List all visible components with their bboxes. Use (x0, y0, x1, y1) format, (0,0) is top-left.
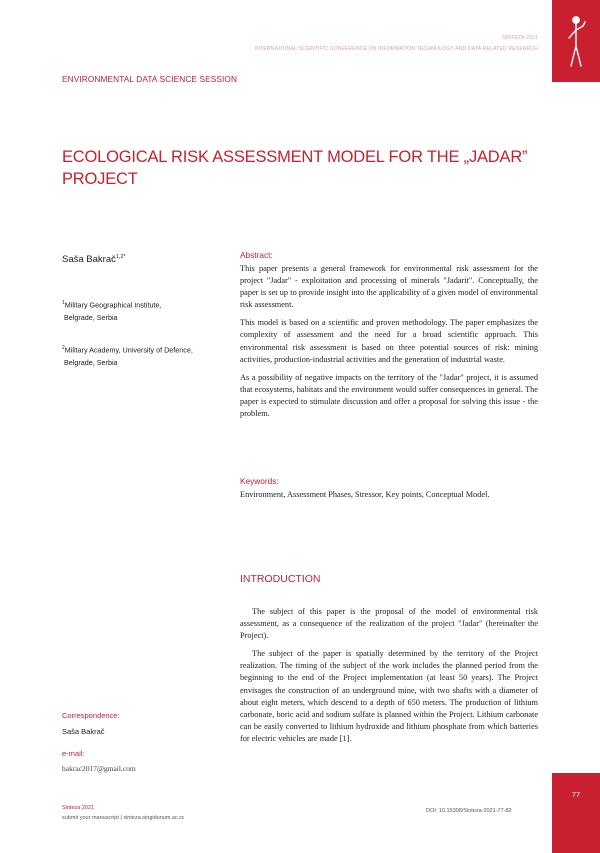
affiliation-line: Belgrade, Serbia (64, 358, 118, 368)
conference-full: INTERNATIONAL SCIENTIFIC CONFERENCE ON INFORMATION TECHNOLOGY AND DATA RELATED RESEARCH (254, 46, 538, 52)
affiliation-line: Belgrade, Serbia (64, 313, 118, 323)
footer-conference: Sinteza 2021 (62, 805, 95, 811)
abstract-paragraph: This paper presents a general framework for environmental risk assessment for the project "Jadar" - exploitation and processing of minerals "Jadarit". Conceptually, the paper is set up to provide insight into the applicability of a given model of environmental risk assessment. (240, 264, 538, 310)
correspondence-label: Correspondence: (62, 711, 120, 720)
affiliation-line: Military Academy, University of Defence, (64, 345, 193, 355)
correspondence-name: Saša Bakrač (62, 727, 105, 736)
footer-submit-link[interactable]: submit your manuscript | sinteza.singidunum.ac.rs (62, 815, 184, 821)
author-name: Saša Bakrač (62, 254, 116, 266)
page-number-box (552, 773, 600, 853)
keywords-label: Keywords: (240, 476, 279, 486)
author-marks: 1,2* (115, 254, 126, 260)
abstract-paragraph: This model is based on a scientific and proven methodology. The paper emphasizes the complexity of assessment and the need for a broad scientific approach. This environmental risk assessment is based on three potential sources of risk: mining activities, production-industrial activities and the generation of industrial waste. (240, 318, 538, 364)
conference-short: SINTEZA 2021 (502, 35, 538, 41)
affiliation-2 (62, 342, 193, 369)
session-label: ENVIRONMENTAL DATA SCIENCE SESSION (62, 74, 238, 84)
introduction-paragraph: The subject of this paper is the proposal of the model of environmental risk assessment, as a consequence of the realization of the project "Jadar" (hereinafter the Project). (240, 607, 538, 641)
email-label: e-mail: (62, 749, 85, 758)
keywords-text: Environment, Assessment Phases, Stressor, Key points, Conceptual Model. (240, 490, 490, 499)
abstract-body (240, 263, 538, 426)
introduction-heading: INTRODUCTION (240, 573, 321, 585)
email-link[interactable]: bakrac2017@gmail.com (62, 764, 136, 773)
footer-doi: DOI: 10.15308/Sinteza-2021-77-82 (426, 808, 512, 814)
introduction-body (240, 606, 538, 751)
affiliation-mark: 1 (62, 300, 65, 306)
logo-bar (552, 0, 600, 82)
introduction-paragraph: The subject of the paper is spatially determined by the territory of the Project realization. The timing of the subject of the work includes the planned period from the beginning to the end of the Project implementation (at least 50 years). The Project envisages the construction of an underground mine, with two shafts with a diameter of about eight meters, which descend to a depth of 650 meters. The production of lithium carbonate, boric acid and sodium sulfate is planned within the Project. Lithium carbonate can be easily converted to lithium hydroxide and lithium phosphate from which batteries for electric vehicles are made [1]. (240, 649, 538, 743)
figure-logo-icon (552, 0, 600, 82)
author (62, 254, 126, 265)
paper-title: ECOLOGICAL RISK ASSESSMENT MODEL FOR THE „JADAR” PROJECT (62, 148, 528, 188)
abstract-paragraph: As a possibility of negative impacts on the territory of the "Jadar" project, it is assumed that ecosystems, habitats and the environment would suffer consequences in general. The paper is expected to stimulate discussion and offer a proposal for solving this issue - the problem. (240, 372, 538, 419)
page-number: 77 (571, 790, 581, 799)
conference-header (255, 33, 538, 55)
abstract-label: Abstract: (240, 250, 273, 260)
affiliation-line: Military Geographical Institute, (64, 300, 162, 310)
affiliation-1 (62, 297, 161, 324)
affiliation-mark: 2 (62, 345, 65, 351)
